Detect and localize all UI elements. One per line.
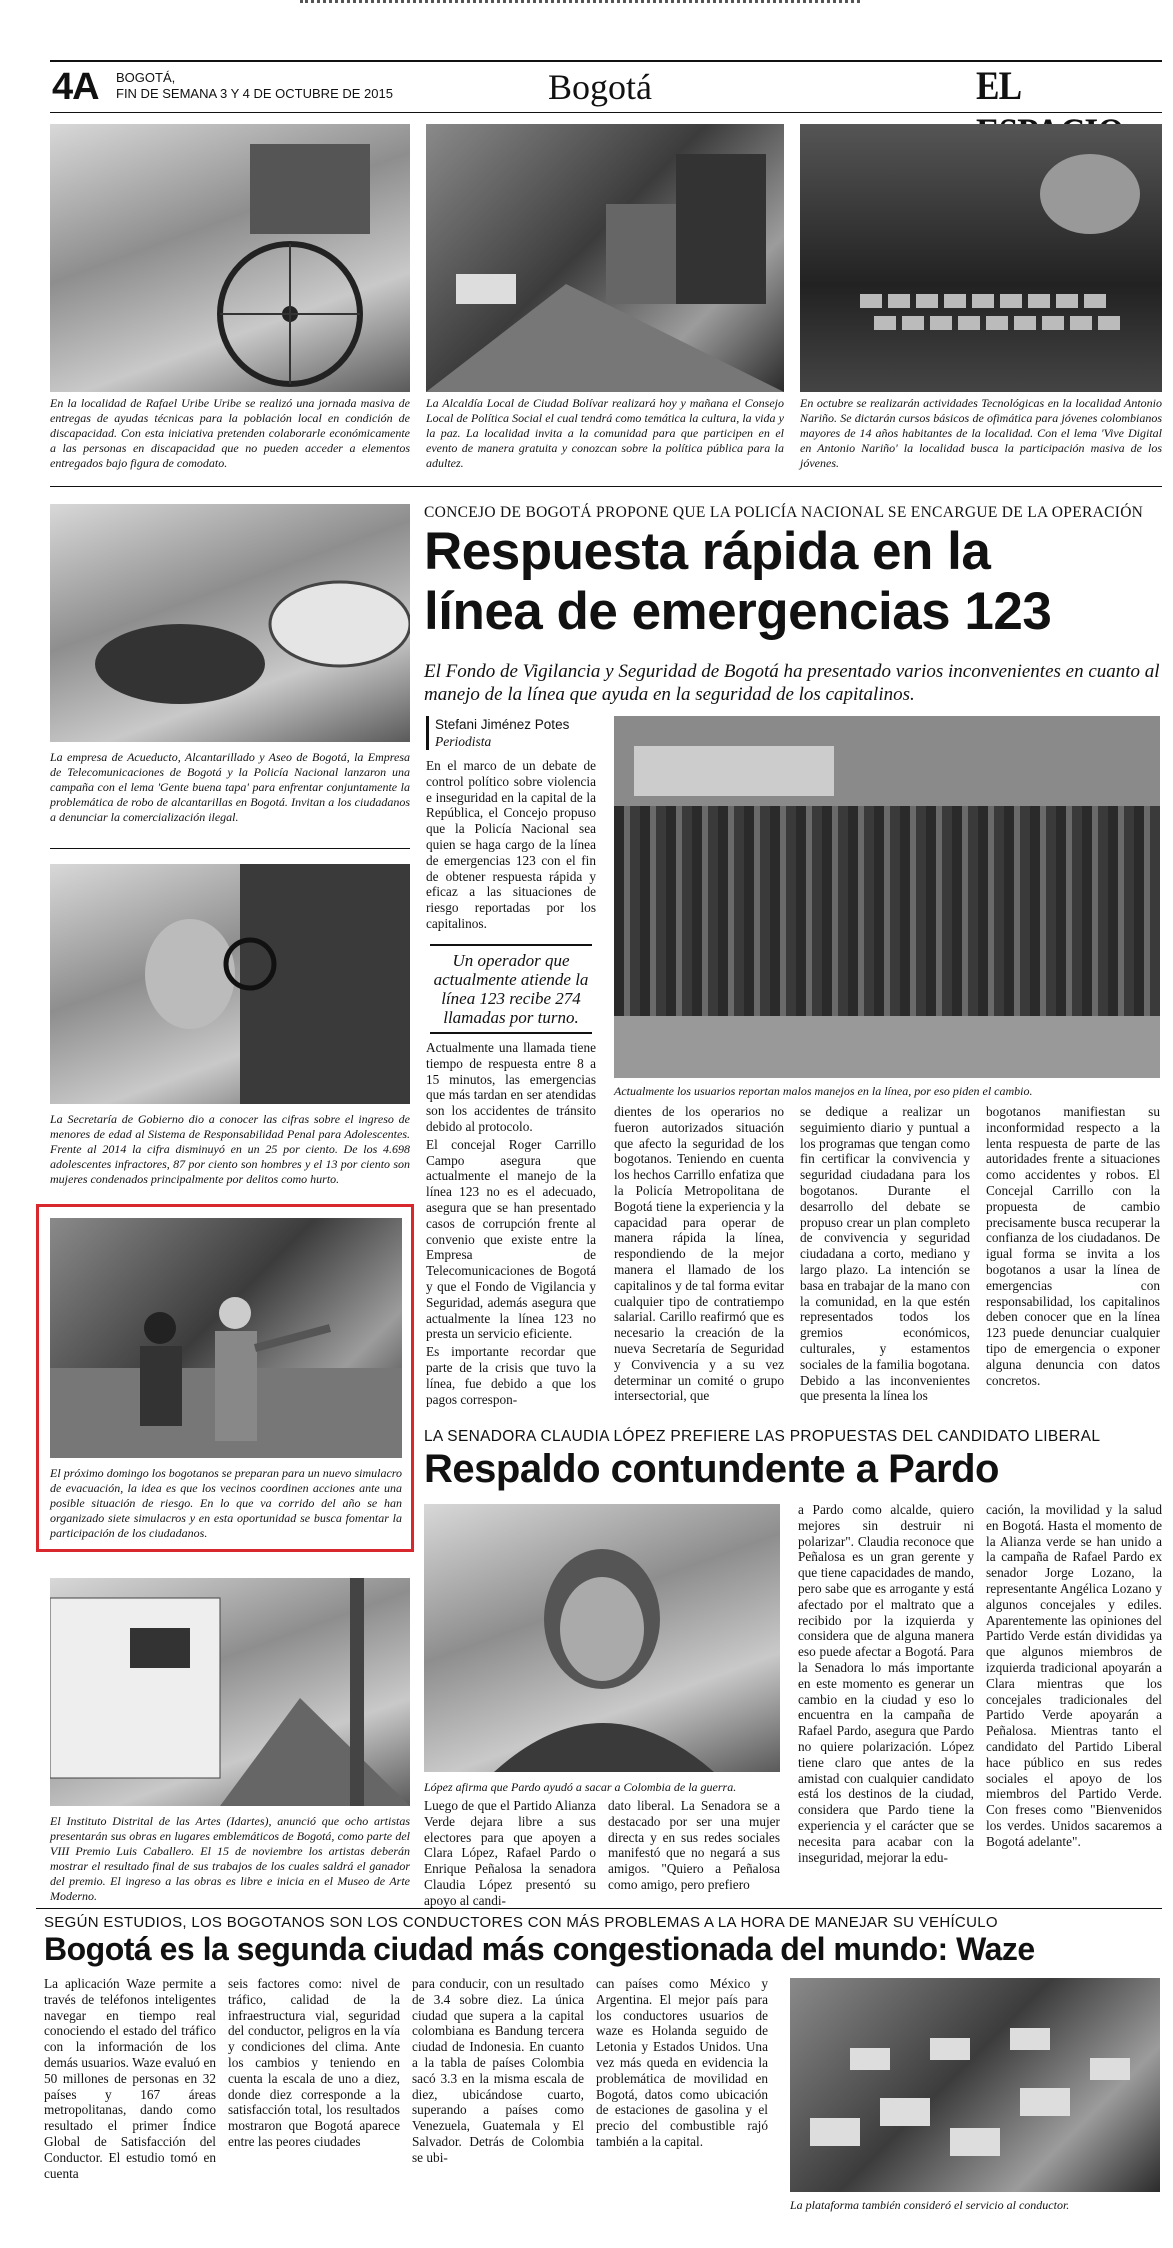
headline-line: línea de emergencias 123	[424, 582, 1052, 641]
story-column	[426, 758, 596, 934]
story-column: bogotanos manifiestan su inconformidad respecto a la lenta respuesta de parte de las autoridades frente a situaciones como accidentes y robos. El Concejal Carrillo con la propuesta de cambio precisamente busca recuperar la confianza de los ciudadanos. De igual forma se invita a los bogotanos a usar la línea de emergencias con responsabilidad, los capitalinos deben conocer que en la línea 123 puede denunciar cualquier tipo de emergencia o exponer alguna denuncia con datos concretos.	[986, 1104, 1160, 1388]
wheelchair-icon	[50, 124, 410, 392]
photo-caption: López afirma que Pardo ayudó a sacar a Colombia de la guerra.	[424, 1780, 737, 1794]
story-headline: Respaldo contundente a Pardo	[424, 1447, 999, 1491]
story-column: La aplicación Waze permite a través de teléfonos inteligentes navegar en tiempo real conociendo el estado del tráfico con la información de los demás usuarios. Waze evaluó en 50 millones de personas en 32 países y 167 áreas metropolitanas, dando como resultado el primer Índice Global de Satisfacción del Conductor. El estudio tomó en cuenta	[44, 1976, 216, 2181]
people-icon	[50, 1218, 402, 1458]
city-street-photo	[426, 124, 784, 392]
photo-caption: La plataforma también consideró el servicio al conductor.	[790, 2198, 1070, 2212]
section-title: Bogotá	[548, 67, 652, 107]
dateline	[116, 70, 393, 102]
buildings-icon	[426, 124, 784, 392]
keyboard-icon	[800, 124, 1162, 392]
header-bottom-rule	[50, 112, 1162, 113]
story-kicker: LA SENADORA CLAUDIA LÓPEZ PREFIERE LAS PROPUESTAS DEL CANDIDATO LIBERAL	[424, 1428, 1101, 1445]
story-headline: Bogotá es la segunda ciudad más congestionada del mundo: Waze	[44, 1931, 1035, 1967]
paragraph: Es importante recordar que parte de la crisis que tuvo la línea, fue debido a que los pagos correspon-	[426, 1344, 596, 1407]
story-kicker: SEGÚN ESTUDIOS, LOS BOGOTANOS SON LOS CONDUCTORES CON MÁS PROBLEMAS A LA HORA DE MANEJAR SU VEHÍCULO	[44, 1914, 998, 1931]
story-column	[426, 1040, 596, 1409]
story-column: cación, la movilidad y la salud en Bogotá. Hasta el momento de la Alianza verde se han unido a la campaña de Rafael Pardo ex senador Jorge Lozano, la representante Angélica Lozano y algunos concejales y ediles. Aparentemente las opiniones del Partido Verde están divididas ya que algunos miembros de izquierda tradicional apoyarán a Clara mientras que los concejales tradicionales del Partido Verde apoyarán a Peñalosa. Mientras tanto el candidato del Partido Liberal hace público en sus redes sociales el apoyo de los miembros del Partido Verde. Con freses como "Bienvenidos los verdes. Unidos sacaremos a Bogotá adelante".	[986, 1502, 1162, 1849]
photo-caption: En octubre se realizarán actividades Tecnológicas en la localidad Antonio Nariño. Se dictarán cursos básicos de ofimática para jóvenes colombianos mayores de 14 años habitantes de la localidad. Con el lema 'Vive Digital en Antonio Nariño' la localidad busca la participación masiva de los jóvenes.	[800, 396, 1162, 470]
paragraph: En el marco de un debate de control político sobre violencia e inseguridad en la capital de la República, el Concejo propuso que la Policía Nacional sea quien se haga cargo de la línea de emergencias 123 con el fin de obtener respuesta rápida y eficaz a las situaciones de riesgo reportadas por los capitalinos.	[426, 758, 596, 931]
story-column: Luego de que el Partido Alianza Verde dejara libre a sus electores para que apoyen a Clara López, Rafael Pardo o Enrique Peñalosa la senadora Claudia López presentó su apoyo al candi-	[424, 1798, 596, 1908]
dateline-date: FIN DE SEMANA 3 Y 4 DE OCTUBRE DE 2015	[116, 86, 393, 101]
story-headline	[424, 522, 1051, 642]
handcuffs-icon	[50, 864, 410, 1104]
story-column: a Pardo como alcalde, quiero mejores sin destruir ni polarizar". Claudia reconoce que Peñalosa es un gran gerente y que tiene capacidades de mando, pero sabe que es arrogante y está afectado por el maltrato que a recibido por la izquierda y considera que de alguna manera eso puede afectar a Bogotá. Para la Senadora lo más importante en este momento es generar un cambio en la ciudad y eso lo encuentra en la campaña de Rafael Pardo, asegura que Pardo no quiere polarización. López tiene claro que antes de la amistad con cualquier candidato está los destinos de la ciudad, considera que Pardo tiene la experiencia y el carácter que se necesita para acabar con la inseguridad, mejorar la edu-	[798, 1502, 974, 1865]
colonial-street-photo	[50, 1578, 410, 1806]
story-kicker: CONCEJO DE BOGOTÁ PROPONE QUE LA POLICÍA NACIONAL SE ENCARGUE DE LA OPERACIÓN	[424, 504, 1144, 521]
story-column: can países como México y Argentina. El mejor país para los conductores usuarios de waze es Holanda seguido de Letonia y Estados Unidos. Una vez más queda en evidencia la problemática de movilidad en Bogotá, datos como ubicación de estaciones de gasolina y el precio del combustible rajó también a la capital.	[596, 1976, 768, 2149]
author-name: Stefani Jiménez Potes	[435, 717, 570, 732]
evacuation-drill-photo	[50, 1218, 402, 1458]
headline-line: Respuesta rápida en la	[424, 522, 991, 581]
top-dotted-border	[300, 0, 860, 4]
manhole-photo	[50, 504, 410, 742]
paragraph: El concejal Roger Carrillo Campo asegura que actualmente el manejo de la línea 123 no es el adecuado, asegura que se han presentado casos de corrupción frente al convenio que existe entre la Empresa de Telecomunicaciones de Bogotá y que el Fondo de Vigilancia y Seguridad, además asegura que actualmente la línea 123 no presta un servicio eficiente.	[426, 1136, 596, 1342]
pull-quote: Un operador que actualmente atiende la línea 123 recibe 274 llamadas por turno.	[430, 944, 592, 1034]
story-column: para conducir, con un resultado de 3.4 sobre diez. La única ciudad que supera a la capital colombiana es Bandung tercera ciudad de Indonesia. En cuanto a la tabla de países Colombia sacó 3.3 en la misma escala de diez, ubicándose cuarto, superando a países como Venezuela, Guatemala y El Salvador. Detrás de Colombia se ubi-	[412, 1976, 584, 2165]
police-officers-icon	[614, 716, 1160, 1078]
story-deck: El Fondo de Vigilancia y Seguridad de Bogotá ha presentado varios inconvenientes en cuanto al manejo de la línea que ayuda en la seguridad de los capitalinos.	[424, 661, 1160, 705]
story-column: dato liberal. La Senadora se a destacado por ser una mujer directa y en sus redes sociales manifestó que no negará a sus amigos. "Quiero a Peñalosa como amigo, pero prefiero	[608, 1798, 780, 1892]
wheelchair-photo	[50, 124, 410, 392]
portrait-icon	[424, 1504, 780, 1772]
author-role: Periodista	[435, 734, 492, 749]
section-divider	[36, 1908, 1162, 1909]
photo-caption: En la localidad de Rafael Uribe Uribe se realizó una jornada masiva de entregas de ayudas técnicas para la población local en condición de discapacidad. Con esta iniciativa pretenden colaborarle económicamente a las personas en discapacidad que no pueden acceder a elementos entregados bajo figura de comodato.	[50, 396, 410, 470]
keyboard-photo	[800, 124, 1162, 392]
photo-caption: La Secretaría de Gobierno dio a conocer las cifras sobre el ingreso de menores de edad al Sistema de Responsabilidad Penal para Adolescentes. Frente al 2014 la cifra disminuyó en un 25 por ciento. De los 4.698 adolescentes infractores, 87 por ciento son hombres y el 13 por ciento son mujeres condenados principalmente por delitos como hurto.	[50, 1112, 410, 1186]
traffic-photo	[790, 1978, 1160, 2192]
police-formation-photo	[614, 716, 1160, 1078]
section-divider	[50, 486, 1162, 487]
story-column: se dedique a realizar un seguimiento diario y puntual a los programas que tengan como fin certificar la convivencia y seguridad ciudadana para los bogotanos. Durante el desarrollo del debate se propuso crear un plan completo de convivencia y seguridad ciudadana a corto, mediano y largo plazo. La intención se basa en trabajar de la mano con la comunidad, en la que estén representados todos los gremios económicos, culturales, y estamentos sociales de la familia bogotana. Debido a las inconvenientes que presenta la línea los	[800, 1104, 970, 1404]
senator-portrait-photo	[424, 1504, 780, 1772]
dateline-city: BOGOTÁ,	[116, 70, 176, 85]
paragraph: Actualmente una llamada tiene tiempo de respuesta entre 8 a 15 minutos, las emergencias que más tardan en ser atendidas son los accidentes de tránsito debido al protocolo.	[426, 1040, 596, 1134]
photo-caption: La Alcaldía Local de Ciudad Bolívar realizará hoy y mañana el Consejo Local de Política Social el cual tendrá como temática la cultura, la vida y la paz. La localidad invita a la comunidad para que participen en el evento de manera gratuita y conozcan sobre la política pública para la adultez.	[426, 396, 784, 470]
handcuffs-photo	[50, 864, 410, 1104]
photo-caption: La empresa de Acueducto, Alcantarillado y Aseo de Bogotá, la Empresa de Telecomunicaciones de Bogotá y la Policía Nacional lanzaron una campaña con el lema 'Gente buena tapa' para enfrentar conjuntamente la problemática de robo de alcantarillas en Bogotá. Invitan a los ciudadanos a denunciar la comercialización ilegal.	[50, 750, 410, 824]
photo-caption: Actualmente los usuarios reportan malos manejos en la línea, por eso piden el cambio.	[614, 1084, 1033, 1098]
cars-icon	[790, 1978, 1160, 2192]
masthead-logo: EL	[976, 63, 1020, 108]
story-column: dientes de los operarios no fueron autorizados situación que afecto la seguridad de los bogotanos. Teniendo en cuenta los hechos Carrillo enfatiza que la Policía Metropolitana de Bogotá tiene la experiencia y la capacidad para operar de manera rápida la línea, respondiendo de la mejor manera el llamado de los capitalinos y de tal forma evitar cualquier tipo de contratiempo salarial. Carillo reafirmó que es necesario la creación de la nueva Secretaría de Seguridad y Convivencia y a su vez determinar un comité o grupo intersectorial, que	[614, 1104, 784, 1404]
story-column: seis factores como: nivel de tráfico, calidad de la infraestructura vial, seguridad del conductor, peligros en la vía y condiciones del clima. Ante los cambios y teniendo en cuenta la escala de uno a diez, donde diez corresponde a la satisfacción total, los resultados mostraron que Bogotá aparece entre las peores ciudades	[228, 1976, 400, 2149]
byline	[426, 716, 596, 750]
manhole-icon	[50, 504, 410, 742]
column-divider	[50, 848, 410, 849]
street-icon	[50, 1578, 410, 1806]
photo-caption: El Instituto Distrital de las Artes (Idartes), anunció que ocho artistas presentarán sus obras en lugares emblemáticos de Bogotá, como parte del VIII Premio Luis Caballero. El 15 de noviembre los artistas deberán mostrar el resultado final de sus trabajos de los cuales saldrá el ganador del premio. El ingreso a las obras es libre e inicia en el Museo de Arte Moderno.	[50, 1814, 410, 1903]
photo-caption: El próximo domingo los bogotanos se preparan para un nuevo simulacro de evacuación, la idea es que los vecinos coordinen acciones ante una posible situación de riesgo. En lo que va corrido del año se han organizado siete simulacros y en esta oportunidad se busca fomentar la participación de los ciudadanos.	[50, 1466, 402, 1540]
page-number: 4A	[52, 66, 99, 108]
